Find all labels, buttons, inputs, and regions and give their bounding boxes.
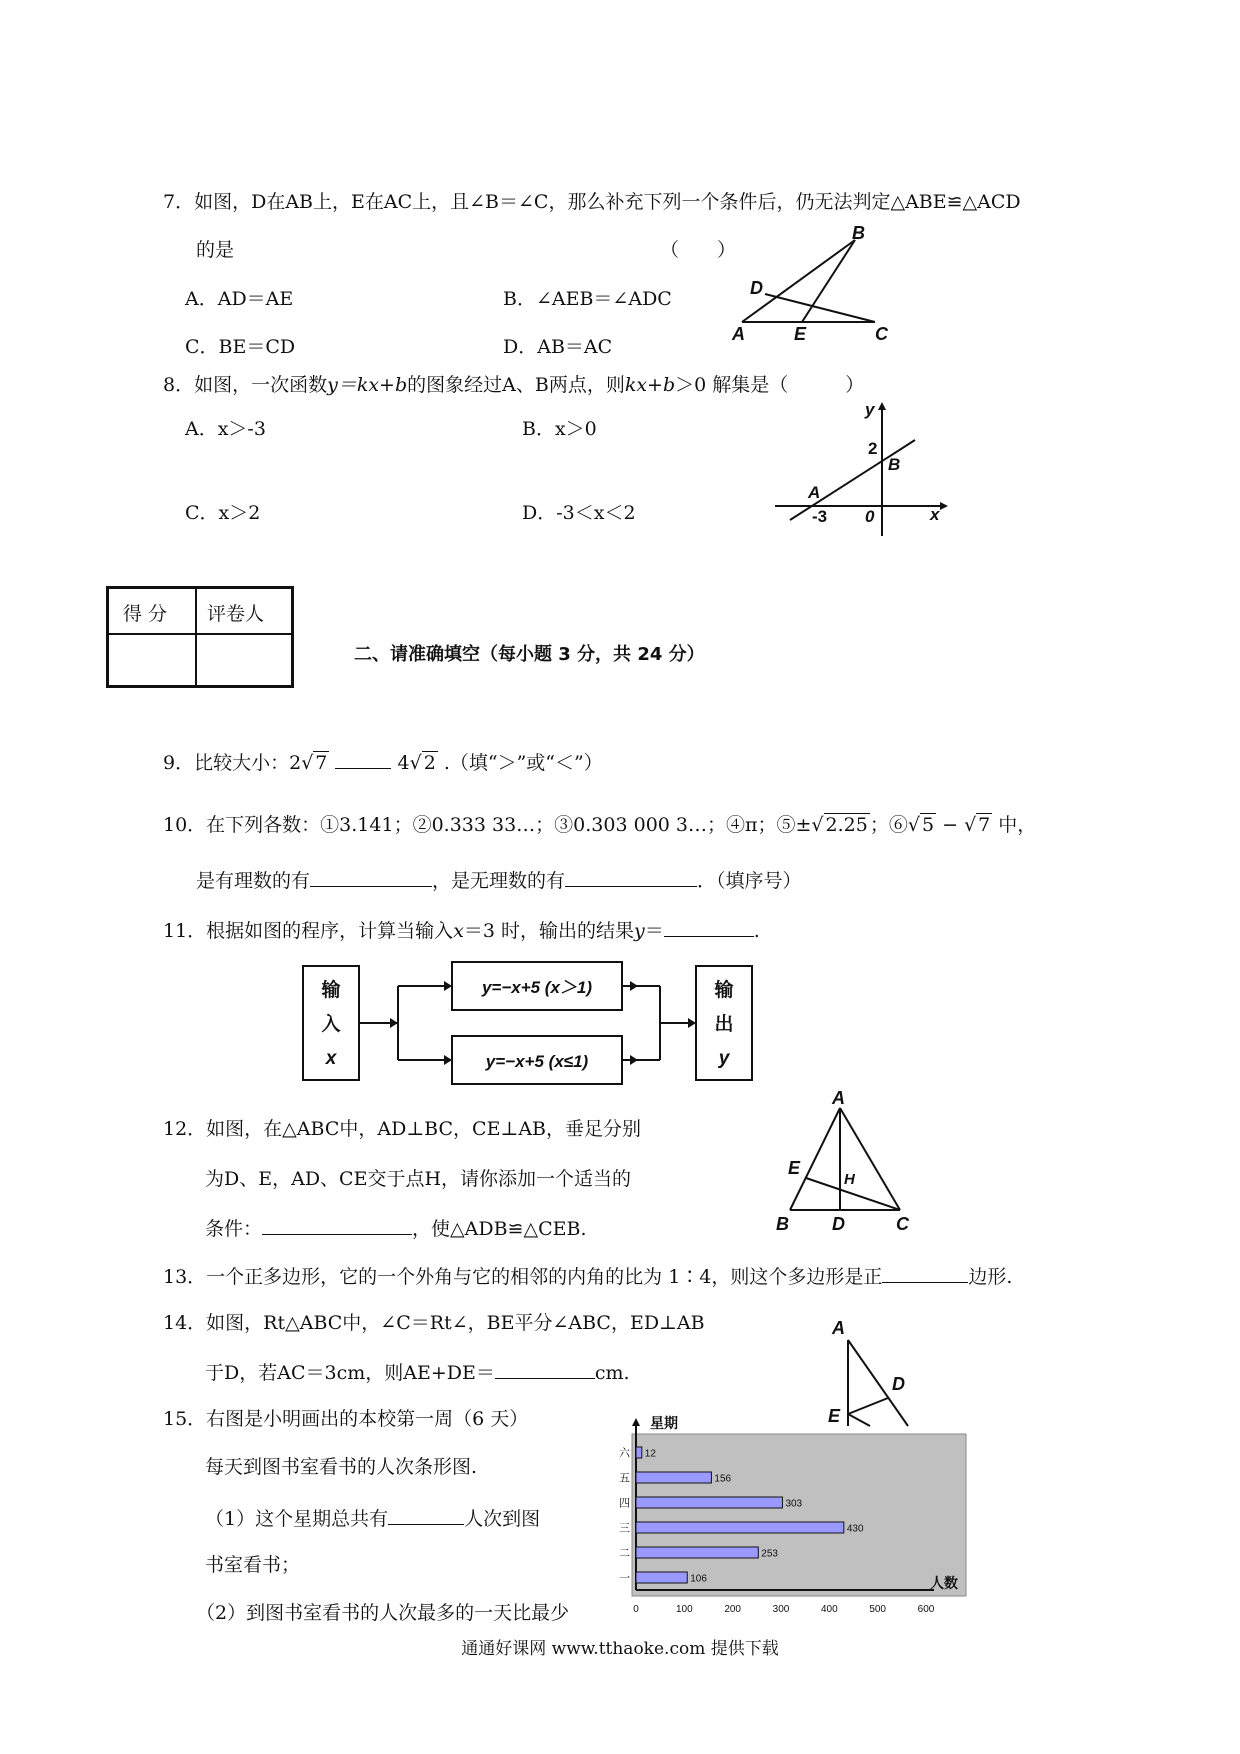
- q11-output-y: y: [718, 1048, 730, 1069]
- chart-category-label: 五: [619, 1472, 630, 1485]
- chart-x-tick-label: 300: [772, 1604, 790, 1615]
- q14-label-d: D: [892, 1374, 905, 1394]
- q8-linear-function-figure: [770, 398, 950, 540]
- q12-line2: 为D、E，AD、CE交于点H，请你添加一个适当的: [205, 1168, 632, 1190]
- q11-program-flowchart: [300, 958, 770, 1094]
- q11-output-char1: 输: [714, 980, 734, 1001]
- q7-option-c: C．BE＝CD: [185, 336, 296, 358]
- footer-source: 通通好课网 www.tthaoke.com 提供下载: [461, 1639, 779, 1659]
- chart-x-tick-label: 0: [633, 1604, 639, 1615]
- grader-header: 评卷人: [207, 603, 265, 625]
- chart-y-arrow: [632, 1418, 640, 1426]
- q7-option-b: B．∠AEB＝∠ADC: [503, 288, 672, 310]
- chart-data-label: 106: [690, 1573, 707, 1585]
- q7-triangle-figure: [720, 222, 910, 352]
- q12-label-c: C: [896, 1214, 909, 1234]
- chart-bar: [636, 1447, 642, 1458]
- q11-branch-le1: y=−x+5 (x≤1): [485, 1052, 589, 1071]
- q12-line3: 条件： ，使△ADB≌△CEB.: [205, 1218, 587, 1240]
- chart-category-label: 一: [619, 1572, 630, 1585]
- q12-label-b: B: [776, 1214, 789, 1234]
- q7-stem: 7．如图，D在AB上，E在AC上，且∠B＝∠C，那么补充下列一个条件后，仍无法判定△ABE≌△ACD: [163, 191, 1021, 213]
- q7-label-a: A: [732, 324, 745, 344]
- q7-stem-line2: 的是: [196, 239, 235, 261]
- chart-bar: [636, 1572, 687, 1583]
- q8-label-minus3: -3: [812, 507, 828, 526]
- chart-x-tick-label: 100: [675, 1604, 693, 1615]
- q14-answer-blank[interactable]: [495, 1360, 595, 1379]
- q8-label-b: B: [888, 455, 901, 474]
- score-table: [106, 586, 294, 688]
- chart-x-tick-label: 500: [869, 1604, 887, 1615]
- chart-data-label: 430: [846, 1523, 864, 1535]
- q7-label-d: D: [750, 278, 763, 298]
- chart-x-tick-label: 400: [820, 1604, 838, 1615]
- chart-x-tick-label: 600: [917, 1604, 935, 1615]
- q12-line1: 12．如图，在△ABC中，AD⊥BC，CE⊥AB，垂足分别: [163, 1118, 641, 1140]
- chart-data-label: 253: [761, 1548, 778, 1560]
- chart-bar: [636, 1497, 782, 1508]
- q8-option-d: D．-3＜x＜2: [522, 502, 636, 524]
- q8-option-c: C．x＞2: [185, 502, 261, 524]
- q10-irrational-blank[interactable]: [565, 868, 697, 887]
- q11-input-char1: 输: [321, 980, 341, 1001]
- q15-line1: 15．右图是小明画出的本校第一周（6 天）: [163, 1408, 529, 1430]
- chart-category-label: 六: [619, 1447, 630, 1460]
- q15-line5: （2）到图书室看书的人次最多的一天比最少: [196, 1602, 570, 1624]
- q14-line2: 于D，若AC＝3cm，则AE+DE＝ cm.: [205, 1362, 630, 1384]
- section-2-title: 二、请准确填空（每小题 3 分，共 24 分）: [354, 644, 705, 665]
- q12-label-a: A: [832, 1090, 845, 1108]
- q8-label-x: x: [930, 505, 940, 524]
- q10-rational-blank[interactable]: [310, 868, 432, 887]
- q7-label-e: E: [794, 324, 807, 344]
- q7-label-b: B: [852, 223, 865, 243]
- q13-stem: 13．一个正多边形，它的一个外角与它的相邻的内角的比为 1∶4，则这个多边形是正 边形.: [163, 1266, 1013, 1288]
- q9-stem: 9．比较大小：2√ 7 4√ 2 .（填“＞”或“＜”）: [163, 752, 603, 774]
- chart-data-label: 12: [644, 1448, 656, 1460]
- chart-category-label: 二: [619, 1547, 630, 1560]
- q8-option-a: A．x＞-3: [185, 418, 266, 440]
- q11-output-char2: 出: [714, 1014, 734, 1035]
- q8-stem: 8．如图，一次函数y＝kx+b的图象经过A、B两点，则kx+b＞0 解集是（ ）: [163, 374, 865, 396]
- q11-stem: 11．根据如图的程序，计算当输入x＝3 时，输出的结果y＝ .: [163, 920, 760, 942]
- q14-label-a: A: [832, 1318, 845, 1338]
- q10-line2: 是有理数的有 ，是无理数的有 ．（填序号）: [196, 870, 802, 892]
- q8-label-y: y: [865, 400, 875, 419]
- q12-label-h: H: [844, 1171, 855, 1188]
- chart-data-label: 303: [785, 1498, 803, 1510]
- q11-input-char2: 入: [321, 1014, 341, 1035]
- q10-stem: 10．在下列各数：①3.141；②0.333 33…；③0.303 000 3…；④π；⑤±√ 2.25 ；⑥√ 5 − √ 7 中，: [163, 814, 1037, 836]
- library-visits-bar-chart: [600, 1410, 970, 1622]
- q12-label-e: E: [788, 1158, 801, 1178]
- q9-answer-blank[interactable]: [335, 750, 391, 769]
- q15-line2: 每天到图书室看书的人次条形图.: [205, 1456, 478, 1478]
- q7-option-d: D．AB＝AC: [503, 336, 613, 358]
- chart-category-label: 三: [619, 1522, 630, 1535]
- chart-bar: [636, 1472, 711, 1483]
- q15-line3: （1）这个星期总共有 人次到图: [205, 1508, 541, 1530]
- q12-triangle-figure: [770, 1090, 930, 1240]
- chart-x-label: 人数: [930, 1575, 958, 1591]
- q13-answer-blank[interactable]: [882, 1264, 968, 1283]
- q7-label-c: C: [875, 324, 888, 344]
- q8-option-b: B．x＞0: [522, 418, 597, 440]
- q7-option-a: A．AD＝AE: [185, 288, 294, 310]
- score-header: 得 分: [123, 603, 168, 625]
- q8-label-2: 2: [868, 439, 878, 458]
- q8-label-a: A: [808, 483, 821, 502]
- chart-data-label: 156: [714, 1473, 732, 1485]
- q15-total-blank[interactable]: [388, 1506, 464, 1525]
- q11-branch-gt1: y=−x+5 (x＞1): [481, 978, 593, 997]
- q14-line1: 14．如图，Rt△ABC中，∠C＝Rt∠，BE平分∠ABC，ED⊥AB: [163, 1312, 705, 1334]
- chart-bar: [636, 1522, 844, 1533]
- chart-x-tick-label: 200: [724, 1604, 742, 1615]
- q14-label-e: E: [828, 1406, 841, 1426]
- chart-y-label: 星期: [650, 1415, 678, 1431]
- q11-input-x: x: [325, 1048, 337, 1069]
- q12-condition-blank[interactable]: [262, 1216, 412, 1235]
- chart-bar: [636, 1547, 758, 1558]
- q12-label-d: D: [832, 1214, 845, 1234]
- chart-category-label: 四: [619, 1497, 630, 1510]
- q15-line4: 书室看书；: [205, 1554, 301, 1576]
- q7-paren: （ ）: [660, 239, 737, 261]
- q11-answer-blank[interactable]: [664, 918, 754, 937]
- q8-label-origin: 0: [865, 507, 875, 526]
